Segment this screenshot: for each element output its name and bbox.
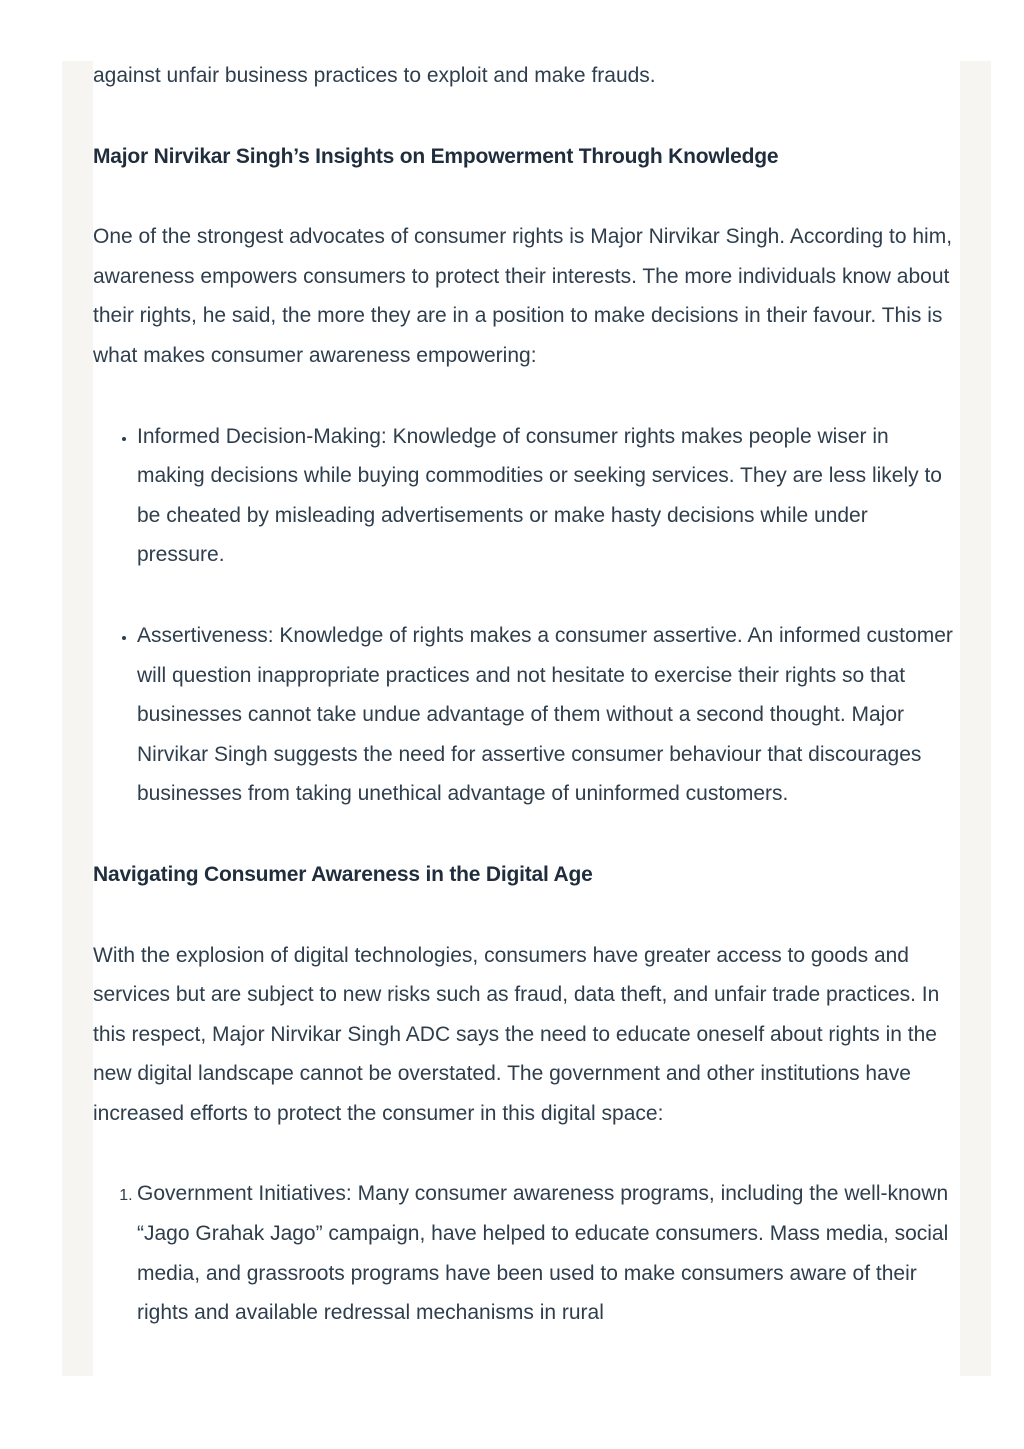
article-body	[93, 56, 960, 1376]
bullet-list	[93, 417, 960, 814]
list-item: • Informed Decision-Making: Knowledge of consumer rights makes people wiser in making decisions while buying commodities or seeking services. They are less likely to be cheated by misleading advertisements or make hasty decisions while under pressure.	[137, 417, 960, 575]
section-heading-empowerment: Major Nirvikar Singh’s Insights on Empowerment Through Knowledge	[93, 144, 779, 168]
section-paragraph-empowerment: One of the strongest advocates of consumer rights is Major Nirvikar Singh. According to him, awareness empowers consumers to protect their interests. The more individuals know about their rights, he said, the more they are in a position to make decisions in their favour. This is what makes consumer awareness empowering:	[93, 225, 953, 367]
left-margin-band	[62, 61, 93, 1376]
section-heading-digital-age: Navigating Consumer Awareness in the Digital Age	[93, 862, 593, 886]
list-item: • Assertiveness: Knowledge of rights makes a consumer assertive. An informed customer will question inappropriate practices and not hesitate to exercise their rights so that businesses cannot take undue advantage of them without a second thought. Major Nirvikar Singh suggests the need for assertive consumer behaviour that discourages businesses from taking unethical advantage of uninformed customers.	[137, 616, 960, 814]
numbered-list	[93, 1174, 960, 1332]
section-paragraph-digital-age: With the explosion of digital technologies, consumers have greater access to goods and services but are subject to new risks such as fraud, data theft, and unfair trade practices. In this respect, Major Nirvikar Singh ADC says the need to educate oneself about rights in the new digital landscape cannot be overstated. The government and other institutions have increased efforts to protect the consumer in this digital space:	[93, 943, 940, 1125]
list-item: 1. Government Initiatives: Many consumer awareness programs, including the well-known “Jago Grahak Jago” campaign, have helped to educate consumers. Mass media, social media, and grassroots programs have been used to make consumers aware of their rights and available redressal mechanisms in rural	[137, 1174, 960, 1332]
right-margin-band	[960, 61, 991, 1376]
intro-paragraph-tail: against unfair business practices to exploit and make frauds.	[93, 64, 656, 87]
